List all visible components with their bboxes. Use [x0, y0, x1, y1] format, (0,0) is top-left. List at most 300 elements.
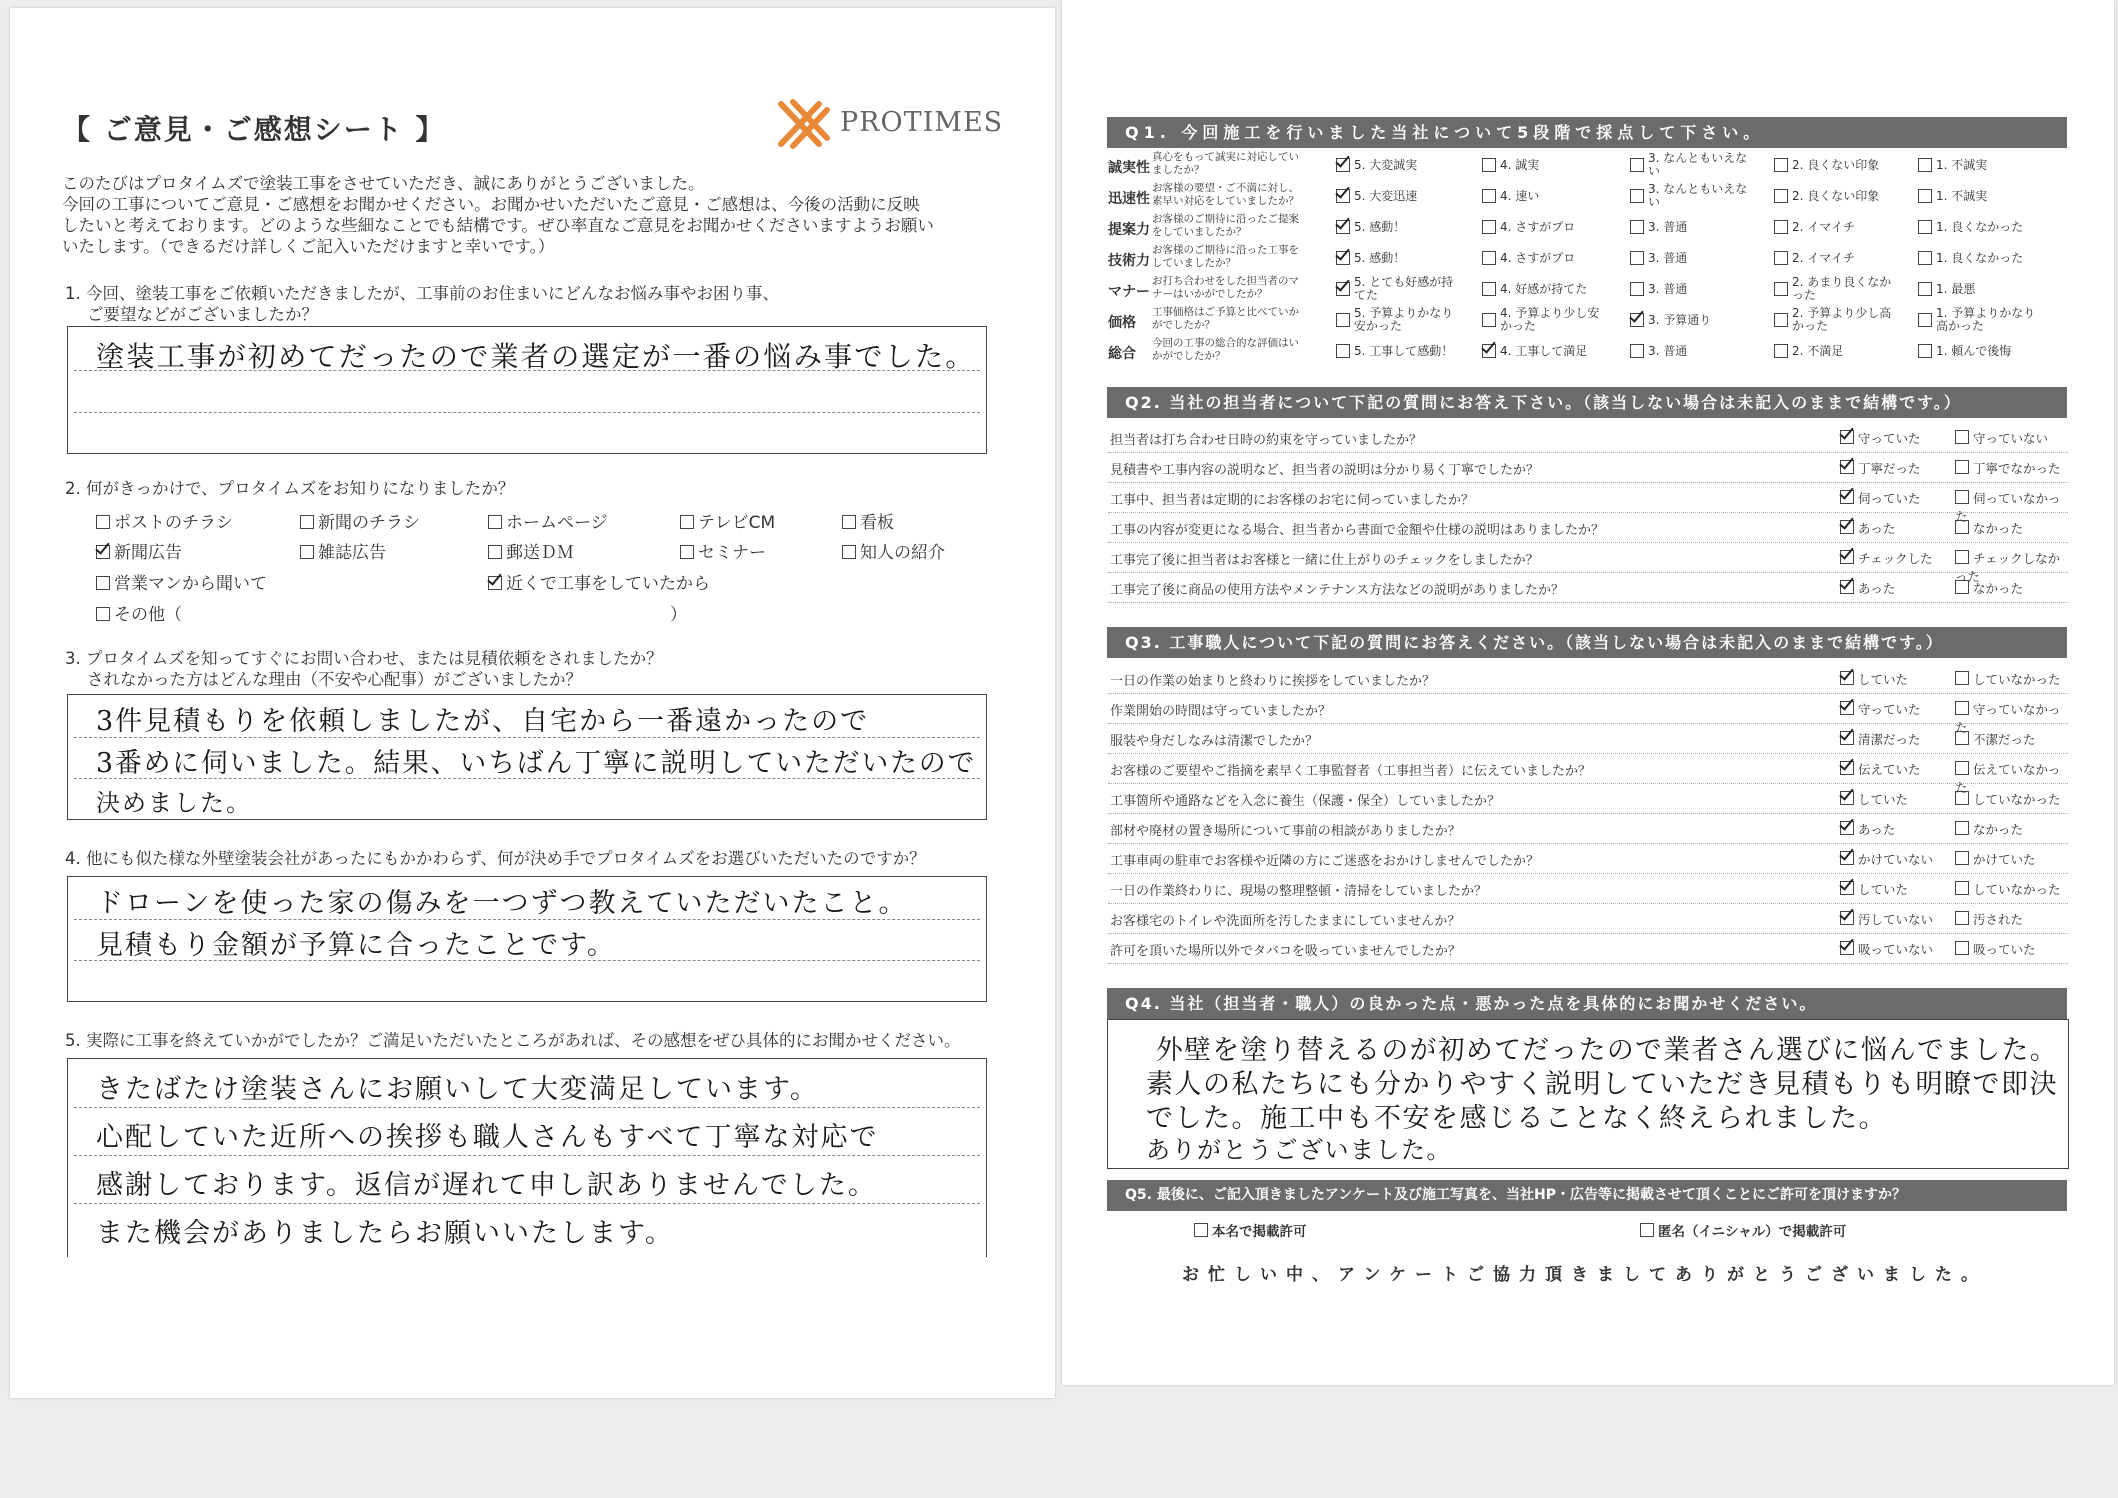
q3-question-text: お客様のご要望やご指摘を素早く工事監督者（工事担当者）に伝えていましたか？ — [1110, 764, 1592, 779]
checkbox[interactable] — [1955, 490, 1969, 504]
checkbox-checked[interactable] — [1840, 761, 1854, 775]
checkbox[interactable] — [1918, 220, 1932, 234]
q1-description: お客様のご期待に沿ったご提案をしていましたか？ — [1152, 213, 1299, 238]
handwritten-answer: きたばたけ塗装さんにお願いして大変満足しています。 — [96, 1074, 819, 1105]
option-newspaper-flyer[interactable] — [300, 508, 420, 533]
q4-title-band: Q4. 当社（担当者・職人）の良かった点・悪かった点を具体的にお聞かせください。 — [1107, 988, 2067, 1019]
question-4: 4. 他にも似た様な外壁塗装会社があったにもかかわらず、何が決め手でプロタイムズをお選びいただいたのですか？ — [65, 849, 926, 868]
q3-question-row — [1110, 664, 2070, 694]
checkbox-checked[interactable] — [1840, 430, 1854, 444]
q1-choice[interactable] — [1482, 243, 1610, 273]
q2-question-row — [1110, 513, 2070, 543]
handwritten-answer: でした。施工中も不安を感じることなく終えられました。 — [1146, 1103, 1887, 1134]
q1-choice-label: 2. 良くない印象 — [1792, 188, 1880, 203]
checkbox[interactable] — [96, 515, 110, 529]
checkbox-checked[interactable] — [1840, 671, 1854, 685]
answer-label: チェックしなかった — [1955, 551, 2061, 584]
checkbox[interactable] — [1955, 911, 1969, 925]
answer-label: 吸っていた — [1973, 942, 2036, 957]
option-post-flyer[interactable] — [96, 508, 233, 533]
checkbox-checked[interactable] — [1840, 550, 1854, 564]
checkbox[interactable] — [1918, 189, 1932, 203]
checkbox-checked[interactable] — [1336, 251, 1350, 265]
option-label: 郵送ＤＭ — [506, 543, 574, 563]
q1-choice[interactable] — [1774, 212, 1902, 242]
q3-question-row — [1110, 694, 2070, 735]
option-mail-dm[interactable] — [488, 538, 574, 563]
q1-rating-row — [1108, 212, 2068, 242]
q1-choice[interactable] — [1918, 305, 2036, 335]
option-label: 営業マンから聞いて — [114, 574, 267, 594]
q1-category: マナー — [1108, 284, 1150, 300]
checkbox[interactable] — [1630, 251, 1644, 265]
question-1-line: 1. 今回、塗装工事をご依頼いただきましたが、工事前のお住まいにどんなお悩み事やお困り事、 — [65, 284, 779, 303]
question-3-line: 3. プロタイムズを知ってすぐにお問い合わせ、または見積依頼をされましたか？ — [65, 649, 663, 668]
q1-choice-label: 3. 普通 — [1648, 281, 1688, 296]
option-newspaper-ad[interactable] — [96, 538, 182, 563]
q1-choice[interactable] — [1918, 150, 2036, 180]
option-magazine-ad[interactable] — [300, 538, 386, 563]
q3-answer-yes[interactable] — [1840, 820, 1895, 838]
q1-choice[interactable] — [1482, 274, 1610, 304]
q1-choice[interactable] — [1630, 243, 1758, 273]
option-homepage[interactable] — [488, 508, 608, 533]
protimes-logo-text: PROTIMES — [840, 107, 1004, 138]
checkbox[interactable] — [1955, 520, 1969, 534]
answer-box-1[interactable] — [67, 326, 987, 454]
checkbox[interactable] — [1630, 158, 1644, 172]
checkbox[interactable] — [1774, 282, 1788, 296]
q3-answer-yes[interactable] — [1840, 760, 1921, 778]
q1-choice[interactable] — [1630, 181, 1758, 211]
checkbox[interactable] — [1955, 941, 1969, 955]
q1-choice-label: 3. なんともいえない — [1648, 182, 1748, 209]
answer-label: なかった — [1973, 521, 2024, 536]
checkbox[interactable] — [1774, 344, 1788, 358]
checkbox-checked[interactable] — [1840, 791, 1854, 805]
checkbox-checked[interactable] — [96, 545, 110, 559]
q2-question-text: 工事完了後に担当者はお客様と一緒に仕上がりのチェックをしましたか？ — [1110, 553, 1539, 568]
answer-box-3[interactable] — [67, 694, 987, 820]
answer-label: していなかった — [1973, 792, 2061, 807]
q3-answer-yes[interactable] — [1840, 940, 1933, 958]
checkbox[interactable] — [1482, 282, 1496, 296]
answer-label: 伺っていた — [1858, 491, 1921, 506]
intro-line: いたします。（できるだけ詳しくご記入いただけますと幸いです。） — [62, 237, 555, 256]
checkbox[interactable] — [1955, 671, 1969, 685]
handwritten-answer: 外壁を塗り替えるのが初めてだったので業者さん選びに悩んでました。 — [1156, 1035, 2058, 1066]
q3-answer-yes[interactable] — [1840, 700, 1921, 718]
checkbox-checked[interactable] — [1840, 941, 1854, 955]
q1-description: 今回の工事の総合的な評価はいかがでしたか？ — [1152, 337, 1299, 362]
intro-line: このたびはプロタイムズで塗装工事をさせていただき、誠にありがとうございました。 — [62, 174, 705, 193]
row-separator — [1108, 602, 2068, 603]
q1-choice-label: 3. 普通 — [1648, 343, 1688, 358]
q1-choice[interactable] — [1918, 212, 2036, 242]
checkbox[interactable] — [1918, 251, 1932, 265]
checkbox[interactable] — [1774, 158, 1788, 172]
q1-description: 工事価格はご予算と比べていかがでしたか？ — [1152, 306, 1299, 331]
checkbox-checked[interactable] — [1336, 282, 1350, 296]
answer-label: かけていた — [1973, 852, 2036, 867]
q1-choice[interactable] — [1774, 181, 1902, 211]
q3-answer-yes[interactable] — [1840, 880, 1908, 898]
q1-choice-label: 1. 予算よりかなり高かった — [1936, 306, 2036, 333]
checkbox[interactable] — [1955, 881, 1969, 895]
checkbox[interactable] — [1955, 550, 1969, 564]
handwritten-answer: 塗装工事が初めてだったので業者の選定が一番の悩み事でした。 — [96, 340, 976, 373]
q2-answer-no[interactable] — [1955, 519, 2023, 537]
q2-question-text: 工事完了後に商品の使用方法やメンテナンス方法などの説明がありましたか？ — [1110, 583, 1564, 598]
q1-title-band: Q1. 今回施工を行いました当社について5段階で採点して下さい。 — [1107, 117, 2067, 148]
answer-line — [74, 1155, 980, 1156]
option-other[interactable] — [96, 600, 182, 625]
checkbox[interactable] — [1918, 158, 1932, 172]
checkbox[interactable] — [1918, 313, 1932, 327]
q1-choice[interactable] — [1918, 181, 2036, 211]
checkbox-checked[interactable] — [1840, 851, 1854, 865]
q2-answer-no[interactable] — [1955, 579, 2023, 597]
q1-category: 価格 — [1108, 315, 1136, 331]
q1-choice[interactable] — [1774, 150, 1902, 180]
answer-line — [74, 412, 980, 413]
option-nearby-construction[interactable] — [488, 569, 710, 594]
q1-choice-label: 1. 頼んで後悔 — [1936, 343, 2012, 358]
q3-answer-no[interactable] — [1955, 910, 2023, 928]
checkbox[interactable] — [1482, 313, 1496, 327]
q1-choice[interactable] — [1630, 336, 1758, 366]
protimes-logo — [775, 98, 1004, 150]
q1-choice-label: 5. 工事して感動！ — [1354, 343, 1454, 358]
q1-choice-label: 3. 予算通り — [1648, 312, 1712, 327]
q1-choice[interactable] — [1482, 181, 1610, 211]
handwritten-answer: また機会がありましたらお願いいたします。 — [96, 1218, 674, 1249]
answer-label: していなかった — [1973, 882, 2061, 897]
q1-choice-label: 4. さすがプロ — [1500, 250, 1576, 265]
checkbox[interactable] — [842, 545, 856, 559]
checkbox-checked[interactable] — [1840, 911, 1854, 925]
answer-line — [74, 1107, 980, 1108]
answer-label: していた — [1858, 882, 1909, 897]
option-label: セミナー — [698, 543, 766, 563]
q2-question-text: 工事の内容が変更になる場合、担当者から書面で金額や仕様の説明はありましたか？ — [1110, 523, 1605, 538]
checkbox[interactable] — [1630, 220, 1644, 234]
checkbox[interactable] — [1482, 251, 1496, 265]
checkbox[interactable] — [1774, 189, 1788, 203]
q1-rating-row — [1108, 243, 2068, 273]
q1-choice-label: 2. 良くない印象 — [1792, 157, 1880, 172]
intro-line: したいと考えております。どのような些細なことでも結構です。ぜひ率直なご意見をお聞かせくださいますようお願い — [62, 216, 934, 235]
answer-label: 汚された — [1973, 912, 2024, 927]
option-label: テレビCM — [698, 513, 776, 533]
option-label: 本名で掲載許可 — [1212, 1224, 1307, 1240]
q1-choice-label: 3. なんともいえない — [1648, 151, 1748, 178]
q1-choice[interactable] — [1630, 305, 1758, 335]
option-label: 知人の紹介 — [860, 543, 945, 563]
q2-answer-no[interactable] — [1955, 429, 2048, 447]
q3-answer-yes[interactable] — [1840, 790, 1908, 808]
checkbox[interactable] — [1630, 344, 1644, 358]
q1-choice-label: 2. イマイチ — [1792, 250, 1856, 265]
handwritten-answer: 感謝しております。返信が遅れて申し訳ありませんでした。 — [96, 1170, 877, 1201]
q1-choice[interactable] — [1774, 305, 1902, 335]
checkbox[interactable] — [1918, 344, 1932, 358]
checkbox[interactable] — [1774, 251, 1788, 265]
checkbox[interactable] — [1630, 282, 1644, 296]
q1-category: 誠実性 — [1108, 160, 1150, 176]
intro-line: 今回の工事についてご意見・ご感想をお聞かせください。お聞かせいただいたご意見・ご感想は、今後の活動に反映 — [62, 195, 920, 214]
option-tv-cm[interactable] — [680, 508, 775, 533]
answer-box-q4[interactable] — [1107, 1019, 2069, 1169]
checkbox-checked[interactable] — [1840, 701, 1854, 715]
q2-question-row — [1110, 453, 2070, 483]
question-3 — [65, 648, 663, 690]
q2-answer-yes[interactable] — [1840, 489, 1921, 507]
checkbox[interactable] — [488, 515, 502, 529]
q1-choice-label: 2. 予算より少し高かった — [1792, 306, 1892, 333]
option-other-close: ） — [670, 605, 687, 625]
q3-question-text: 工事箇所や通路などを入念に養生（保護・保全）していましたか？ — [1110, 794, 1501, 809]
checkbox-checked[interactable] — [1840, 881, 1854, 895]
q1-description: お打ち合わせをした担当者のマナーはいかがでしたか？ — [1152, 275, 1299, 300]
checkbox[interactable] — [1955, 851, 1969, 865]
checkbox[interactable] — [1774, 220, 1788, 234]
q1-rating-row — [1108, 181, 2068, 211]
q3-question-text: 作業開始の時間は守っていましたか？ — [1110, 704, 1332, 719]
q1-rating-row — [1108, 150, 2068, 180]
checkbox[interactable] — [1955, 701, 1969, 715]
checkbox[interactable] — [1630, 189, 1644, 203]
q2-answer-yes[interactable] — [1840, 519, 1895, 537]
option-real-name-permission[interactable] — [1194, 1220, 1307, 1240]
answer-label: なかった — [1973, 822, 2024, 837]
q1-choice[interactable] — [1482, 336, 1610, 366]
q1-choice[interactable] — [1630, 212, 1758, 242]
q2-answer-yes[interactable] — [1840, 579, 1895, 597]
q1-choice[interactable] — [1918, 274, 2036, 304]
checkbox[interactable] — [680, 515, 694, 529]
q3-answer-yes[interactable] — [1840, 910, 1933, 928]
checkbox[interactable] — [1955, 821, 1969, 835]
q2-answer-yes[interactable] — [1840, 429, 1921, 447]
handwritten-answer: ありがとうございました。 — [1146, 1136, 1452, 1164]
q1-category: 提案力 — [1108, 222, 1150, 238]
checkbox[interactable] — [1774, 313, 1788, 327]
q1-choice-label: 2. 不満足 — [1792, 343, 1844, 358]
q1-category: 技術力 — [1108, 253, 1150, 269]
q1-choice[interactable] — [1336, 243, 1464, 273]
q2-answer-yes[interactable] — [1840, 459, 1921, 477]
q1-choice[interactable] — [1774, 336, 1902, 366]
q1-choice-label: 1. 良くなかった — [1936, 250, 2024, 265]
q1-choice-label: 5. 大変迅速 — [1354, 188, 1418, 203]
q3-question-text: 一日の作業終わりに、現場の整理整頓・清掃をしていましたか？ — [1110, 884, 1488, 899]
answer-label: 丁寧でなかった — [1973, 461, 2061, 476]
q2-answer-yes[interactable] — [1840, 549, 1933, 567]
q1-choice-label: 5. 予算よりかなり安かった — [1354, 306, 1454, 333]
option-anonymous-permission[interactable] — [1640, 1220, 1846, 1240]
q1-choice[interactable] — [1774, 243, 1902, 273]
q3-question-row — [1110, 874, 2070, 904]
question-3-line: されなかった方はどんな理由（不安や心配事）がございましたか？ — [87, 670, 582, 689]
q1-choice[interactable] — [1336, 274, 1464, 304]
answer-label: していなかった — [1973, 672, 2061, 687]
q2-question-row — [1110, 483, 2070, 524]
checkbox[interactable] — [1194, 1223, 1208, 1237]
checkbox-checked[interactable] — [1336, 189, 1350, 203]
q1-choice[interactable] — [1482, 150, 1610, 180]
q3-question-text: 一日の作業の始まりと終わりに挨拶をしていましたか？ — [1110, 674, 1436, 689]
checkbox[interactable] — [1918, 282, 1932, 296]
q1-choice[interactable] — [1336, 181, 1464, 211]
checkbox[interactable] — [680, 545, 694, 559]
q3-question-text: 部材や廃材の置き場所について事前の相談がありましたか？ — [1110, 824, 1461, 839]
q1-choice[interactable] — [1774, 274, 1902, 304]
checkbox[interactable] — [300, 545, 314, 559]
checkbox[interactable] — [300, 515, 314, 529]
checkbox-checked[interactable] — [1840, 731, 1854, 745]
q1-choice-label: 5. 感動！ — [1354, 219, 1406, 234]
checkbox-checked[interactable] — [1336, 158, 1350, 172]
answer-label: していた — [1858, 792, 1909, 807]
handwritten-answer: 3件見積もりを依頼しましたが、自宅から一番遠かったので — [96, 706, 870, 737]
checkbox-checked[interactable] — [1840, 490, 1854, 504]
checkbox[interactable] — [1482, 189, 1496, 203]
checkbox-checked[interactable] — [1840, 821, 1854, 835]
checkbox[interactable] — [1482, 220, 1496, 234]
checkbox-checked[interactable] — [1630, 313, 1644, 327]
q2-title-band: Q2. 当社の担当者について下記の質問にお答え下さい。（該当しない場合は未記入のままで結構です。） — [1107, 387, 2067, 418]
q2-question-row — [1110, 573, 2070, 603]
protimes-logo-icon — [775, 98, 831, 150]
q1-choice[interactable] — [1918, 243, 2036, 273]
answer-line — [74, 1203, 980, 1204]
checkbox-checked[interactable] — [1840, 520, 1854, 534]
q3-question-text: 工事車両の駐車でお客様や近隣の方にご迷惑をおかけしませんでしたか？ — [1110, 854, 1540, 869]
question-1 — [65, 283, 779, 325]
q1-choice-label: 5. 感動！ — [1354, 250, 1406, 265]
checkbox[interactable] — [842, 515, 856, 529]
checkbox[interactable] — [1955, 791, 1969, 805]
q3-answer-yes[interactable] — [1840, 850, 1933, 868]
option-label: ホームページ — [506, 513, 608, 533]
checkbox[interactable] — [1955, 731, 1969, 745]
answer-label: あった — [1858, 822, 1896, 837]
q3-answer-no[interactable] — [1955, 790, 2061, 808]
checkbox[interactable] — [1955, 761, 1969, 775]
thank-you-message: お忙しい中、アンケートご協力頂きましてありがとうございました。 — [1182, 1265, 1987, 1285]
q1-choice[interactable] — [1336, 305, 1464, 335]
option-label: その他（ — [114, 605, 182, 625]
answer-box-4[interactable] — [67, 876, 987, 1002]
option-referral[interactable] — [842, 538, 945, 563]
q3-answer-no[interactable] — [1955, 850, 2036, 868]
q1-choice[interactable] — [1918, 336, 2036, 366]
q5-title-band: Q5. 最後に、ご記入頂きましたアンケート及び施工写真を、当社HP・広告等に掲載させて頂くことにご許可を頂けますか？ — [1107, 1180, 2067, 1211]
q3-answer-no[interactable] — [1955, 670, 2061, 688]
checkbox-checked[interactable] — [1840, 460, 1854, 474]
option-label: 新聞のチラシ — [318, 513, 420, 533]
checkbox[interactable] — [96, 607, 110, 621]
q3-question-row — [1110, 844, 2070, 874]
q1-description: お客様の要望・ご不満に対し、素早い対応をしていましたか？ — [1152, 182, 1299, 207]
checkbox[interactable] — [488, 545, 502, 559]
checkbox[interactable] — [1955, 430, 1969, 444]
survey-page-right — [1062, 0, 2114, 1385]
q1-choice-label: 1. 最悪 — [1936, 281, 1976, 296]
checkbox[interactable] — [1336, 344, 1350, 358]
answer-box-5[interactable] — [67, 1058, 987, 1257]
answer-label: 守っていた — [1858, 431, 1921, 446]
handwritten-answer: 心配していた近所への挨拶も職人さんもすべて丁寧な対応で — [96, 1122, 879, 1153]
answer-label: あった — [1858, 521, 1896, 536]
checkbox[interactable] — [1955, 580, 1969, 594]
q3-answer-no[interactable] — [1955, 730, 2036, 748]
q1-choice[interactable] — [1630, 150, 1758, 180]
q1-choice[interactable] — [1630, 274, 1758, 304]
q2-answer-no[interactable] — [1955, 459, 2061, 477]
checkbox-checked[interactable] — [488, 576, 502, 590]
option-label: 新聞広告 — [114, 543, 182, 563]
q3-answer-no[interactable] — [1955, 940, 2036, 958]
checkbox[interactable] — [96, 576, 110, 590]
q3-answer-no[interactable] — [1955, 880, 2061, 898]
answer-label: 守っていなかった — [1955, 702, 2061, 735]
q1-description: お客様のご期待に沿った工事をしていましたか？ — [1152, 244, 1299, 269]
q1-choice-label: 1. 不誠実 — [1936, 188, 1988, 203]
checkbox-checked[interactable] — [1482, 344, 1496, 358]
checkbox[interactable] — [1482, 158, 1496, 172]
checkbox-checked[interactable] — [1840, 580, 1854, 594]
q3-answer-no[interactable] — [1955, 820, 2023, 838]
q3-question-row — [1110, 784, 2070, 814]
q1-choice-label: 4. 工事して満足 — [1500, 343, 1588, 358]
sheet-title: 【 ご意見・ご感想シート 】 — [62, 113, 446, 146]
handwritten-answer: 素人の私たちにも分かりやすく説明していただき見積もりも明瞭で即決 — [1146, 1069, 2058, 1100]
q2-question-row — [1110, 543, 2070, 584]
checkbox[interactable] — [1955, 460, 1969, 474]
option-sales-person[interactable] — [96, 569, 267, 594]
option-seminar[interactable] — [680, 538, 766, 563]
q3-answer-yes[interactable] — [1840, 730, 1921, 748]
option-label: 近くで工事をしていたから — [506, 574, 710, 594]
checkbox-checked[interactable] — [1336, 220, 1350, 234]
q3-question-row — [1110, 724, 2070, 754]
q1-choice[interactable] — [1336, 150, 1464, 180]
q3-title-band: Q3. 工事職人について下記の質問にお答えください。（該当しない場合は未記入のままで結構です。） — [1107, 627, 2067, 658]
q3-answer-yes[interactable] — [1840, 670, 1908, 688]
option-signboard[interactable] — [842, 508, 894, 533]
q1-choice-label: 4. 予算より少し安かった — [1500, 306, 1600, 333]
q1-choice-label: 2. イマイチ — [1792, 219, 1856, 234]
q1-choice[interactable] — [1482, 212, 1610, 242]
q1-choice-label: 5. 大変誠実 — [1354, 157, 1418, 172]
intro-text — [62, 173, 992, 257]
q1-choice-label: 4. 好感が持てた — [1500, 281, 1588, 296]
q2-question-row — [1110, 423, 2070, 453]
q1-choice[interactable] — [1336, 212, 1464, 242]
q1-choice[interactable] — [1482, 305, 1610, 335]
q1-choice[interactable] — [1336, 336, 1464, 366]
q3-question-text: お客様宅のトイレや洗面所を汚したままにしていませんか？ — [1110, 914, 1461, 929]
checkbox[interactable] — [1640, 1223, 1654, 1237]
option-label: 看板 — [860, 513, 894, 533]
q3-question-text: 服装や身だしなみは清潔でしたか？ — [1110, 734, 1319, 749]
checkbox[interactable] — [1336, 313, 1350, 327]
q1-choice-label: 1. 良くなかった — [1936, 219, 2024, 234]
answer-label: 伝えていた — [1858, 762, 1921, 777]
question-5: 5. 実際に工事を終えていかがでしたか？ご満足いただいたところがあれば、その感想をぜひ具体的にお聞かせください。 — [65, 1031, 961, 1050]
